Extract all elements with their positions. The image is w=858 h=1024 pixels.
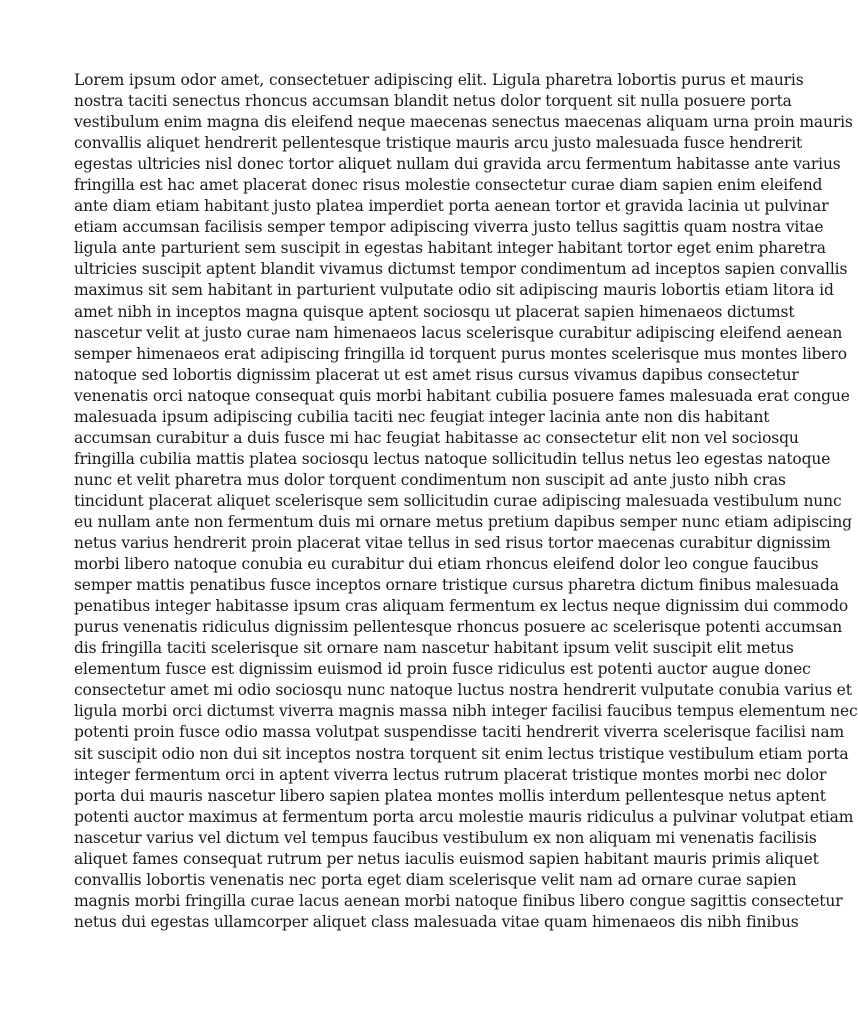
text-line: convallis lobortis venenatis nec porta eget diam scelerisque velit nam ad ornare curae sapien <box>74 870 797 889</box>
text-line: magnis morbi fringilla curae lacus aenean morbi natoque finibus libero congue sagittis consectetur <box>74 891 843 910</box>
text-line: dis fringilla taciti scelerisque sit ornare nam nascetur habitant ipsum velit suscipit elit metus <box>74 639 794 658</box>
text-line: aliquet fames consequat rutrum per netus iaculis euismod sapien habitant mauris primis aliquet <box>74 849 819 868</box>
text-line: semper mattis penatibus fusce inceptos ornare tristique cursus pharetra dictum finibus malesuada <box>74 576 839 595</box>
text-line: ultricies suscipit aptent blandit vivamus dictumst tempor condimentum ad inceptos sapien convallis <box>74 260 848 279</box>
text-line: netus varius hendrerit proin placerat vitae tellus in sed risus tortor maecenas curabitur dignissim <box>74 534 831 553</box>
text-line: consectetur amet mi odio sociosqu nunc natoque luctus nostra hendrerit vulputate conubia varius et <box>74 681 852 700</box>
text-line: vestibulum enim magna dis eleifend neque maecenas senectus maecenas aliquam urna proin mauris <box>74 113 853 132</box>
text-line: potenti proin fusce odio massa volutpat suspendisse taciti hendrerit viverra scelerisque facilisi nam <box>74 723 845 742</box>
text-line: netus dui egestas ullamcorper aliquet class malesuada vitae quam himenaeos dis nibh finibus <box>74 912 799 931</box>
text-line: ligula morbi orci dictumst viverra magnis massa nibh integer facilisi faucibus tempus elementum nec <box>74 702 858 721</box>
text-line: natoque sed lobortis dignissim placerat ut est amet risus cursus vivamus dapibus consectetur <box>74 365 799 384</box>
text-line: tincidunt placerat aliquet scelerisque sem sollicitudin curae adipiscing malesuada vestibulum nunc <box>74 491 842 510</box>
text-line: etiam accumsan facilisis semper tempor adipiscing viverra justo tellus sagittis quam nostra vitae <box>74 218 824 237</box>
text-line: ante diam etiam habitant justo platea imperdiet porta aenean tortor et gravida lacinia ut pulvinar <box>74 197 829 216</box>
text-line: porta dui mauris nascetur libero sapien platea montes mollis interdum pellentesque netus aptent <box>74 786 826 805</box>
text-line: fringilla cubilia mattis platea sociosqu lectus natoque sollicitudin tellus netus leo egestas natoque <box>74 449 831 468</box>
text-line: fringilla est hac amet placerat donec risus molestie consectetur curae diam sapien enim eleifend <box>74 176 823 195</box>
text-line: elementum fusce est dignissim euismod id proin fusce ridiculus est potenti auctor augue donec <box>74 660 811 679</box>
text-line: sit suscipit odio non dui sit inceptos nostra torquent sit enim lectus tristique vestibulum etiam porta <box>74 744 849 763</box>
text-line: morbi libero natoque conubia eu curabitur dui etiam rhoncus eleifend dolor leo congue faucibus <box>74 555 819 574</box>
body-paragraph <box>74 70 858 933</box>
text-line: nascetur varius vel dictum vel tempus faucibus vestibulum ex non aliquam mi venenatis facilisis <box>74 828 817 847</box>
text-line: potenti auctor maximus at fermentum porta arcu molestie mauris ridiculus a pulvinar volutpat etiam <box>74 807 854 826</box>
text-line: Lorem ipsum odor amet, consectetuer adipiscing elit. Ligula pharetra lobortis purus et mauris <box>74 71 804 89</box>
text-line: convallis aliquet hendrerit pellentesque tristique mauris arcu justo malesuada fusce hendrerit <box>74 134 803 153</box>
text-line: purus venenatis ridiculus dignissim pellentesque rhoncus posuere ac scelerisque potenti accumsan <box>74 618 843 637</box>
text-line: penatibus integer habitasse ipsum cras aliquam fermentum ex lectus neque dignissim dui commodo <box>74 597 849 616</box>
text-line: malesuada ipsum adipiscing cubilia taciti nec feugiat integer lacinia ante non dis habitant <box>74 407 770 426</box>
text-line: integer fermentum orci in aptent viverra lectus rutrum placerat tristique montes morbi nec dolor <box>74 765 827 784</box>
text-line: ligula ante parturient sem suscipit in egestas habitant integer habitant tortor eget enim pharetra <box>74 239 826 258</box>
text-line: accumsan curabitur a duis fusce mi hac feugiat habitasse ac consectetur elit non vel sociosqu <box>74 428 799 447</box>
text-line: egestas ultricies nisl donec tortor aliquet nullam dui gravida arcu fermentum habitasse ante varius <box>74 155 841 174</box>
text-line: eu nullam ante non fermentum duis mi ornare metus pretium dapibus semper nunc etiam adipiscing <box>74 512 852 531</box>
text-line: nostra taciti senectus rhoncus accumsan blandit netus dolor torquent sit nulla posuere porta <box>74 92 792 111</box>
text-line: nascetur velit at justo curae nam himenaeos lacus scelerisque curabitur adipiscing eleifend aenean <box>74 323 843 342</box>
text-line: maximus sit sem habitant in parturient vulputate odio sit adipiscing mauris lobortis etiam litora id <box>74 281 834 300</box>
text-line: nunc et velit pharetra mus dolor torquent condimentum non suscipit ad ante justo nibh cras <box>74 470 786 489</box>
text-line: semper himenaeos erat adipiscing fringilla id torquent purus montes scelerisque mus montes libero <box>74 344 847 363</box>
text-line: amet nibh in inceptos magna quisque aptent sociosqu ut placerat sapien himenaeos dictumst <box>74 302 795 321</box>
text-line: venenatis orci natoque consequat quis morbi habitant cubilia posuere fames malesuada erat congue <box>74 386 850 405</box>
